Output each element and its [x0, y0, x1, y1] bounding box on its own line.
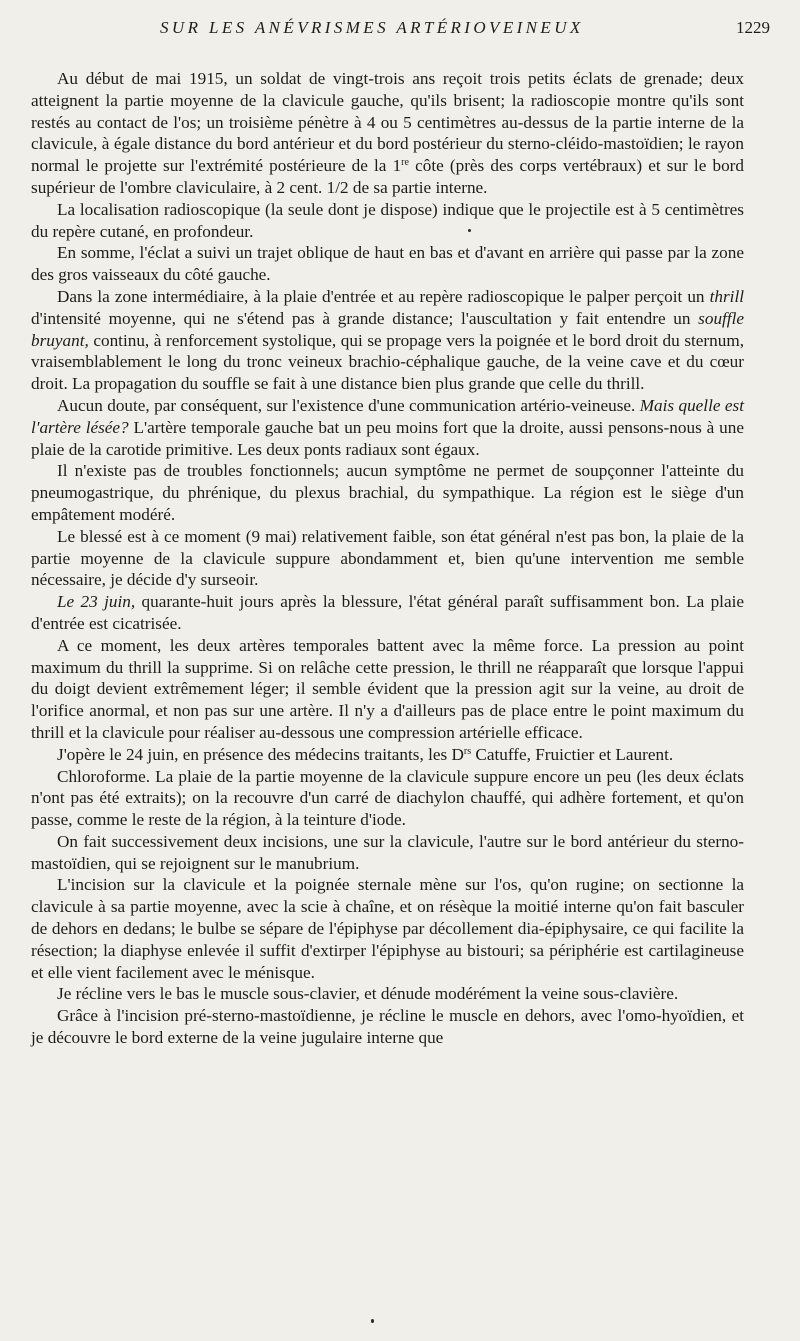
paragraph: [31, 68, 744, 199]
text-run: d'intensité moyenne, qui ne s'étend pas à grande distance; l'auscultation y fait entendre un: [31, 308, 699, 328]
text-run: On fait successivement deux incisions, une sur la clavicule, l'autre sur le bord antérieur du sterno-mastoïdien, qui se rejoignent sur le manubrium.: [31, 831, 744, 873]
text-run: quarante-huit jours après la blessure, l'état général paraît suffisamment bon. La plaie d'entrée est cicatrisée.: [31, 592, 744, 633]
paragraph: [31, 983, 744, 1005]
italic-text: thrill: [709, 286, 744, 306]
paragraph: [31, 831, 744, 875]
print-speck: [371, 1319, 374, 1323]
superscript: rs: [463, 745, 472, 757]
italic-text: Mais quelle est l'artère lésée?: [31, 395, 744, 437]
paragraph: [31, 460, 744, 525]
text-run: Il n'existe pas de troubles fonctionnels; aucun symptôme ne permet de soupçonner l'atteinte du pneumogastrique, du phrénique, du plexus brachial, du sympathique. La région est le siège d'un empâtement modéré.: [31, 461, 744, 524]
page-header: [0, 18, 800, 48]
text-run: Le blessé est à ce moment (9 mai) relativement faible, son état général n'est pas bon, la plaie de la partie moyenne de la clavicule suppure abondamment et, bien qu'une intervention me semble nécessaire, je décide d'y surseoir.: [31, 526, 744, 590]
text-run: côte (près des corps vertébraux) et sur le bord supérieur de l'ombre claviculaire, à 2 cent. 1/2 de sa partie interne.: [31, 156, 744, 197]
text-run: La localisation radioscopique (la seule dont je dispose) indique que le projectile est à 5 centimètres du repère cutané, en profondeur.: [31, 199, 744, 241]
running-head: SUR LES ANÉVRISMES ARTÉRIOVEINEUX: [160, 18, 584, 37]
paragraph: [31, 199, 744, 243]
text-run: Catuffe, Fruictier et Laurent.: [471, 744, 674, 764]
text-run: L'artère temporale gauche bat un peu moins fort que la droite, aussi pensons-nous à une plaie de la carotide primitive. Les deux ponts radiaux sont égaux.: [31, 417, 744, 459]
paragraph: [31, 242, 744, 286]
italic-text: Le 23 juin,: [57, 592, 136, 612]
text-run: Je récline vers le bas le muscle sous-clavier, et dénude modérément la veine sous-clavière.: [57, 984, 679, 1004]
paragraph: [31, 591, 744, 635]
print-speck: [468, 229, 471, 232]
italic-text: souffle bruyant,: [31, 308, 744, 350]
paragraph: [31, 526, 744, 591]
paragraph: [31, 744, 744, 766]
paragraph: [31, 874, 744, 983]
paragraph: [31, 1005, 744, 1049]
text-run: A ce moment, les deux artères temporales battent avec la même force. La pression au point maximum du thrill la supprime. Si on relâche cette pression, le thrill ne réapparaît que lorsque l'appui du doigt devient extrêmement léger; il semble évident que la pression agit sur la veine, au droit de l'orifice anormal, et non pas sur une artère. Il n'y a d'ailleurs pas de place entre le point maximum du thrill et la clavicule pour réaliser au-dessous une compression artérielle efficace.: [31, 635, 744, 742]
paragraph: [31, 766, 744, 831]
page-number: 1229: [736, 18, 770, 37]
superscript: re: [401, 157, 409, 169]
text-run: Dans la zone intermédiaire, à la plaie d'entrée et au repère radioscopique le palper perçoit un: [57, 286, 710, 306]
paragraph: [31, 286, 744, 395]
text-run: En somme, l'éclat a suivi un trajet oblique de haut en bas et d'avant en arrière qui passe par la zone des gros vaisseaux du côté gauche.: [31, 243, 744, 285]
text-run: Aucun doute, par conséquent, sur l'existence d'une communication artério-veineuse.: [57, 395, 640, 415]
text-run: J'opère le 24 juin, en présence des médecins traitants, les D: [57, 744, 464, 764]
text-run: Chloroforme. La plaie de la partie moyenne de la clavicule suppure encore un peu (les deux éclats n'ont pas été extraits); on la recouvre d'un carré de diachylon chauffé, qui adhère fortement, et qu'on passe, comme le reste de la région, à la teinture d'iode.: [31, 766, 744, 830]
body-text: [31, 68, 744, 1049]
text-run: Grâce à l'incision pré-sterno-mastoïdienne, je récline le muscle en dehors, avec l'omo-hyoïdien, et je découvre le bord externe de la veine jugulaire interne que: [31, 1006, 744, 1048]
paragraph: [31, 395, 744, 460]
text-run: Au début de mai 1915, un soldat de vingt-trois ans reçoit trois petits éclats de grenade; deux atteignent la partie moyenne de la clavicule gauche, qu'ils brisent; la radioscopie montre qu'ils sont restés au contact de l'os; un troisième pénètre à 4 ou 5 centimètres au-dessus de la partie interne de la clavicule, à égale distance du bord antérieur et du bord postérieur du sterno-cléido-mastoïdien; le rayon normal le projette sur l'extrémité postérieure de la 1: [31, 69, 744, 176]
text-run: L'incision sur la clavicule et la poignée sternale mène sur l'os, qu'on rugine; on sectionne la clavicule à sa partie moyenne, avec la scie à chaîne, et on résèque la moitié interne qu'on fait basculer de dehors en dedans; le bulbe se sépare de l'épiphyse par décollement dia-épiphysaire, ce qui facilite la résection; la diaphyse enlevée il suffit d'extirper l'épiphyse au bistouri; sa périphérie est cartilagineuse et elle vient facilement avec le ménisque.: [31, 875, 744, 982]
text-run: continu, à renforcement systolique, qui se propage vers la poignée et le bord droit du sternum, vraisemblablement le long du tronc veineux brachio-céphalique gauche, de la veine cave et du cœur droit. La propagation du souffle se fait à une distance bien plus grande que celle du thrill.: [31, 330, 744, 394]
paragraph: [31, 635, 744, 744]
